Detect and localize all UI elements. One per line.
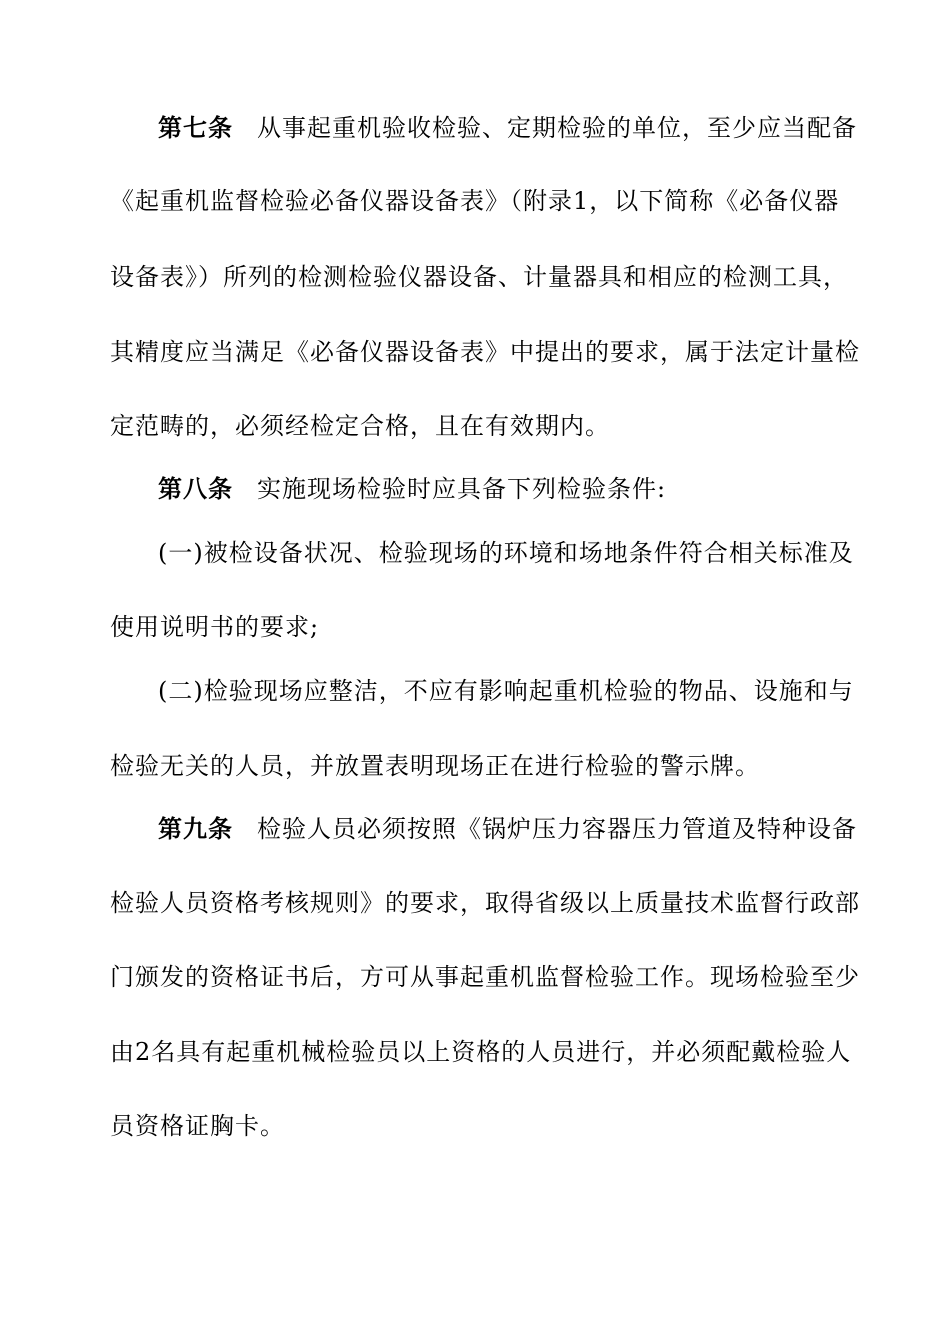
art7-line-5: 定范畴的，必须经检定合格，且在有效期内。 [110,412,610,440]
art7-text-1: 从事起重机验收检验、定期检验的单位，至少应当配备 [257,114,857,142]
art7-line-2: 《起重机监督检验必备仪器设备表》（附录1，以下简称《必备仪器 [110,187,840,215]
art8-line-1 [110,472,830,506]
art7-line-1 [110,111,857,145]
art8-label: 第八条 [158,474,233,503]
art8-intro: 实施现场检验时应具备下列检验条件: [257,475,667,503]
art9-line-1 [110,812,857,846]
art8-item2-line-2: 检验无关的人员，并放置表明现场正在进行检验的警示牌。 [110,752,760,780]
art8-item1-line-2: 使用说明书的要求; [110,613,320,641]
art7-label: 第七条 [158,113,233,142]
art9-label: 第九条 [158,814,233,843]
art8-item2-line-1: (二)检验现场应整洁，不应有影响起重机检验的物品、设施和与 [158,677,854,705]
art9-line-3: 门颁发的资格证书后，方可从事起重机监督检验工作。现场检验至少 [110,963,860,991]
art9-line-2: 检验人员资格考核规则》的要求，取得省级以上质量技术监督行政部 [110,889,860,917]
art7-line-4: 其精度应当满足《必备仪器设备表》中提出的要求，属于法定计量检 [110,338,860,366]
art9-line-4: 由2名具有起重机械检验员以上资格的人员进行，并必须配戴检验人 [110,1038,852,1066]
art9-line-5: 员资格证胸卡。 [110,1112,285,1140]
art9-text-1: 检验人员必须按照《锅炉压力容器压力管道及特种设备 [257,815,857,843]
art7-line-3: 设备表》）所列的检测检验仪器设备、计量器具和相应的检测工具， [110,263,848,291]
art8-item1-line-1: (一)被检设备状况、检验现场的环境和场地条件符合相关标准及 [158,539,854,567]
